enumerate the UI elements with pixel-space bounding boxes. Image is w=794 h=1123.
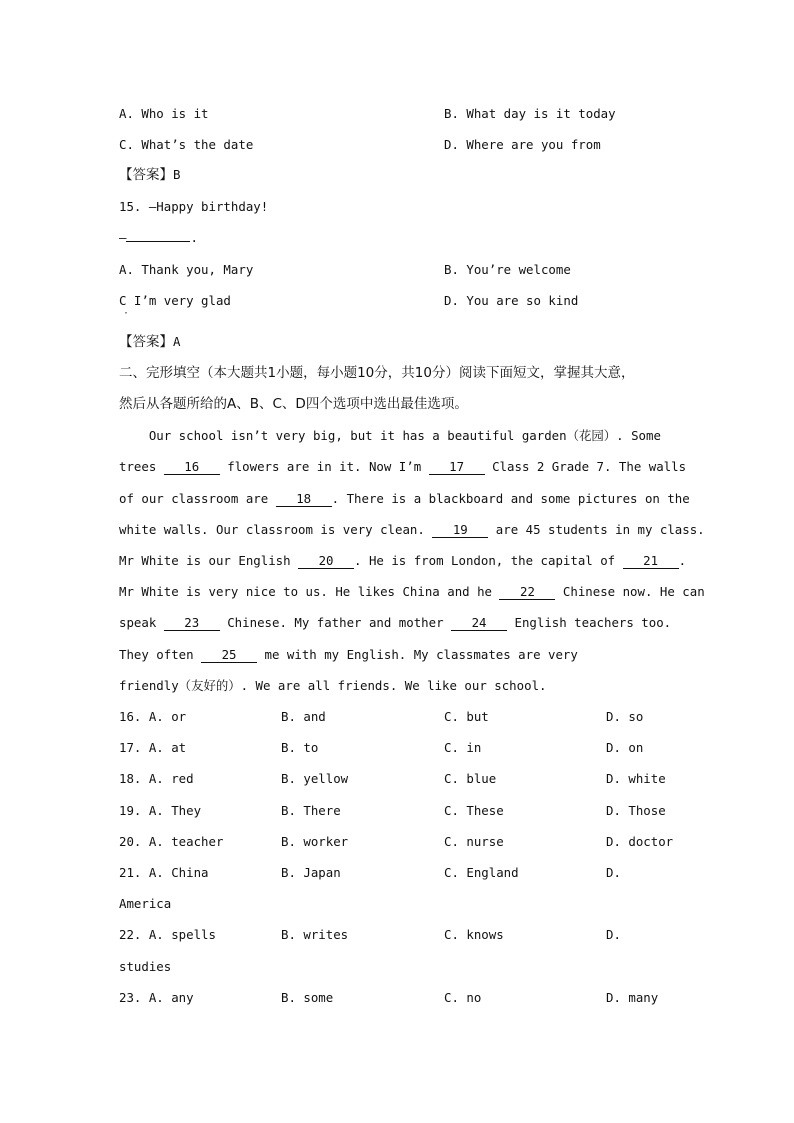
cloze-blank-17: 17 xyxy=(429,460,485,475)
option-b: B. There xyxy=(281,803,341,818)
question-22: 22. A. spells xyxy=(119,927,216,942)
cloze-blank-16: 16 xyxy=(164,460,220,475)
passage-text: Chinese. My father and mother xyxy=(219,615,452,630)
stray-mark: · xyxy=(123,308,130,319)
q14-option-d: D. Where are you from xyxy=(444,137,601,152)
answer-value: B xyxy=(173,167,181,182)
passage-line xyxy=(119,615,671,631)
option-c: C. no xyxy=(444,990,482,1005)
passage-line: Our school isn’t very big, but it has a beautiful garden（花园）. Some xyxy=(119,428,661,443)
option-c: C. in xyxy=(444,740,482,755)
answer-value: A xyxy=(173,334,181,349)
option-b: B. yellow xyxy=(281,771,349,786)
reply-blank xyxy=(126,241,190,242)
cloze-blank-19: 19 xyxy=(432,523,488,538)
option-c: C. knows xyxy=(444,927,504,942)
passage-line xyxy=(119,522,705,538)
option-c: C. blue xyxy=(444,771,497,786)
passage-line xyxy=(119,647,578,663)
cloze-blank-23: 23 xyxy=(164,616,220,631)
cloze-blank-25: 25 xyxy=(201,648,257,663)
cloze-blank-18: 18 xyxy=(276,492,332,507)
question-18: 18. A. red xyxy=(119,771,194,786)
passage-line xyxy=(119,459,686,475)
q14-option-a: A. Who is it xyxy=(119,106,209,121)
option-b: B. worker xyxy=(281,834,349,849)
q14-answer xyxy=(119,167,180,183)
passage-line xyxy=(119,491,690,507)
passage-text: are 45 students in my class. xyxy=(488,522,705,537)
option-b: B. some xyxy=(281,990,334,1005)
option-d: D. doctor xyxy=(606,834,674,849)
cloze-blank-22: 22 xyxy=(499,585,555,600)
q15-option-d: D. You are so kind xyxy=(444,293,579,308)
cloze-blank-21: 21 xyxy=(623,554,679,569)
option-c: C. but xyxy=(444,709,489,724)
question-19: 19. A. They xyxy=(119,803,202,818)
q15-option-c: C I’m very glad xyxy=(119,293,231,308)
answer-label: 【答案】 xyxy=(119,334,173,350)
passage-text: white walls. Our classroom is very clean. xyxy=(119,522,433,537)
cloze-blank-24: 24 xyxy=(451,616,507,631)
passage-text: me with my English. My classmates are very xyxy=(257,647,578,662)
q15-prompt: 15. —Happy birthday! xyxy=(119,199,269,214)
q14-option-b: B. What day is it today xyxy=(444,106,616,121)
passage-text: of our classroom are xyxy=(119,491,276,506)
option-d-wrap: America xyxy=(119,896,172,911)
section2-heading-line2: 然后从各题所给的A、B、C、D四个选项中选出最佳选项。 xyxy=(119,396,468,412)
option-d: D. so xyxy=(606,709,644,724)
passage-line: friendly（友好的）. We are all friends. We like our school. xyxy=(119,678,547,693)
question-23: 23. A. any xyxy=(119,990,194,1005)
option-d: D. on xyxy=(606,740,644,755)
passage-text: Mr White is very nice to us. He likes China and he xyxy=(119,584,500,599)
passage-line xyxy=(119,584,705,600)
section2-heading-line1: 二、完形填空（本大题共1小题，每小题10分，共10分）阅读下面短文，掌握其大意， xyxy=(119,365,635,381)
option-d: D. xyxy=(606,927,621,942)
passage-text: speak xyxy=(119,615,164,630)
question-17: 17. A. at xyxy=(119,740,187,755)
option-b: B. and xyxy=(281,709,326,724)
option-d: D. Those xyxy=(606,803,666,818)
q14-option-c: C. What’s the date xyxy=(119,137,254,152)
question-21: 21. A. China xyxy=(119,865,209,880)
option-b: B. writes xyxy=(281,927,349,942)
cloze-blank-20: 20 xyxy=(298,554,354,569)
passage-text: . He is from London, the capital of xyxy=(354,553,623,568)
option-d: D. xyxy=(606,865,621,880)
option-d-wrap: studies xyxy=(119,959,172,974)
option-b: B. Japan xyxy=(281,865,341,880)
option-d: D. white xyxy=(606,771,666,786)
reply-end: . xyxy=(190,230,198,245)
passage-text: . xyxy=(678,553,687,568)
q15-answer xyxy=(119,334,180,350)
option-c: C. nurse xyxy=(444,834,504,849)
passage-text: English teachers too. xyxy=(507,615,672,630)
passage-text: Chinese now. He can xyxy=(555,584,705,599)
option-b: B. to xyxy=(281,740,319,755)
passage-text: Class 2 Grade 7. The walls xyxy=(484,459,687,474)
passage-text: flowers are in it. Now I’m xyxy=(219,459,429,474)
option-d: D. many xyxy=(606,990,659,1005)
passage-line xyxy=(119,553,686,569)
answer-label: 【答案】 xyxy=(119,167,173,183)
passage-text: They often xyxy=(119,647,202,662)
passage-text: Mr White is our English xyxy=(119,553,299,568)
passage-text: . There is a blackboard and some pictures on the xyxy=(331,491,690,506)
option-c: C. These xyxy=(444,803,504,818)
passage-text: trees xyxy=(119,459,164,474)
q15-option-b: B. You’re welcome xyxy=(444,262,571,277)
option-c: C. England xyxy=(444,865,519,880)
question-20: 20. A. teacher xyxy=(119,834,224,849)
question-16: 16. A. or xyxy=(119,709,187,724)
q15-reply xyxy=(119,230,198,246)
reply-dash: — xyxy=(119,230,127,245)
q15-option-a: A. Thank you, Mary xyxy=(119,262,254,277)
